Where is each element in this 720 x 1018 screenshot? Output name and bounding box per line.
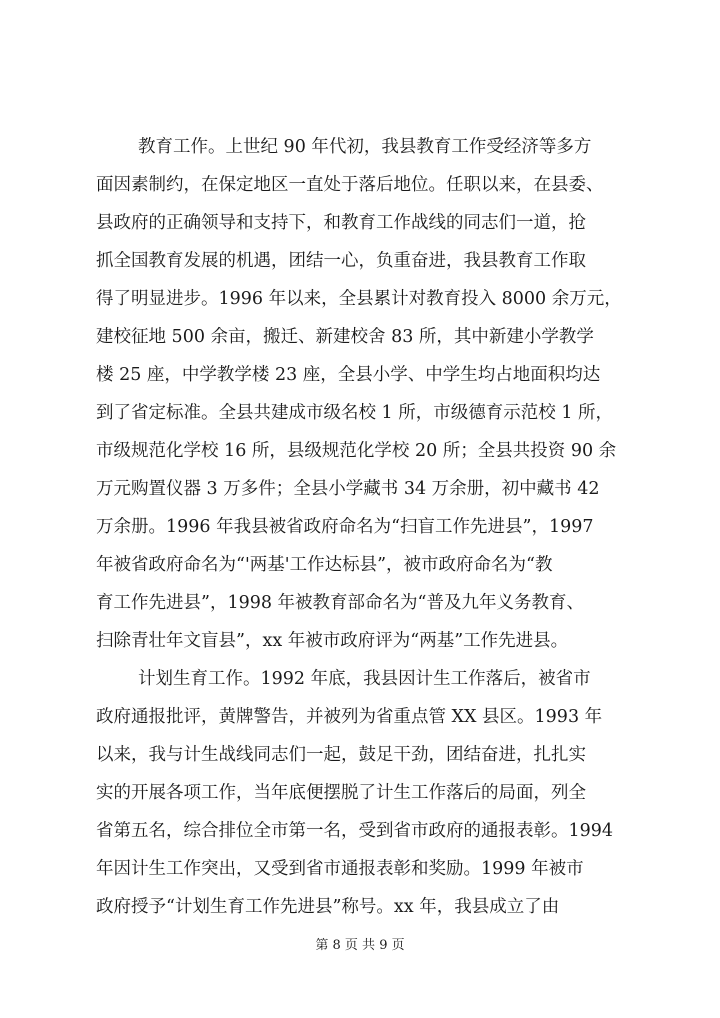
paragraph-1-line-9: 市级规范化学校 16 所，县级规范化学校 20 所；全县共投资 90 余 [96,441,617,461]
paragraph-1-line-3: 县政府的正确领导和支持下，和教育工作战线的同志们一道，抢 [96,213,586,233]
page-number-footer: 第 8 页 共 9 页 [315,938,405,953]
paragraph-1-line-5: 得了明显进步。1996 年以来，全县累计对教育投入 8000 余万元， [96,289,622,309]
paragraph-1-line-6: 建校征地 500 余亩，搬迁、新建校舍 83 所，其中新建小学教学 [96,327,594,347]
paragraph-1-line-13: 育工作先进县”，1998 年被教育部命名为“普及九年义务教育、 [96,593,584,613]
paragraph-1-line-4: 抓全国教育发展的机遇，团结一心，负重奋进，我县教育工作取 [96,251,586,271]
paragraph-2-line-1: 计划生育工作。1992 年底，我县因计生工作落后，被省市 [138,669,591,689]
paragraph-2-line-3: 以来，我与计生战线同志们一起，鼓足干劲，团结奋进，扎扎实 [96,745,586,765]
paragraph-2-line-7: 政府授予“计划生育工作先进县”称号。xx 年，我县成立了由 [96,897,560,917]
paragraph-2-line-2: 政府通报批评，黄牌警告，并被列为省重点管 XX 县区。1993 年 [96,707,603,727]
paragraph-1-line-7: 楼 25 座，中学教学楼 23 座，全县小学、中学生均占地面积均达 [96,365,601,385]
paragraph-1-line-11: 万余册。1996 年我县被省政府命名为“扫盲工作先进县”，1997 [96,517,594,537]
paragraph-2-line-5: 省第五名，综合排位全市第一名，受到省市政府的通报表彰。1994 [96,821,614,841]
paragraph-1-line-12: 年被省政府命名为“'两基'工作达标县”，被市政府命名为“教 [96,555,553,575]
paragraph-1-line-1: 教育工作。上世纪 90 年代初，我县教育工作受经济等多方 [138,137,592,157]
paragraph-1-line-14: 扫除青壮年文盲县”，xx 年被市政府评为“两基”工作先进县。 [96,631,569,651]
paragraph-2-line-4: 实的开展各项工作，当年底便摆脱了计生工作落后的局面，列全 [96,783,586,803]
paragraph-1-line-2: 面因素制约，在保定地区一直处于落后地位。任职以来，在县委、 [96,175,604,195]
paragraph-2-line-6: 年因计生工作突出，又受到省市通报表彰和奖励。1999 年被市 [96,859,584,879]
paragraph-1-line-8: 到了省定标准。全县共建成市级名校 1 所，市级德育示范校 1 所， [96,403,614,423]
paragraph-1-line-10: 万元购置仪器 3 万多件；全县小学藏书 34 万余册，初中藏书 42 [96,479,600,499]
